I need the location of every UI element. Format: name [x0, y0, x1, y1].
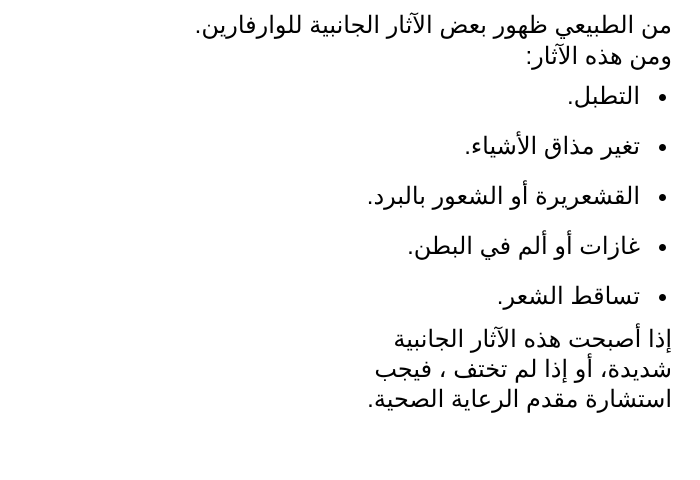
outro-line-3: استشارة مقدم الرعاية الصحية. — [367, 386, 672, 413]
intro-line-1: من الطبيعي ظهور بعض الآثار الجانبية للوارفارين. — [194, 12, 672, 39]
intro-line-2: ومن هذه الآثار: — [525, 43, 672, 70]
side-effect-text: تغير مذاق الأشياء. — [464, 133, 640, 160]
intro-paragraph — [20, 10, 672, 72]
side-effect-text: تساقط الشعر. — [496, 283, 640, 310]
bullet-icon — [659, 294, 666, 301]
side-effects-list — [20, 72, 672, 322]
side-effect-text: التطبل. — [567, 83, 640, 110]
list-item — [20, 272, 672, 322]
document-body — [20, 10, 672, 415]
bullet-icon — [659, 194, 666, 201]
list-item — [20, 122, 672, 172]
list-item — [20, 172, 672, 222]
list-item — [20, 72, 672, 122]
side-effect-text: غازات أو ألم في البطن. — [407, 233, 640, 260]
outro-paragraph — [20, 325, 672, 415]
outro-line-1: إذا أصبحت هذه الآثار الجانبية — [393, 326, 672, 353]
outro-line-2: شديدة، أو إذا لم تختف ، فيجب — [374, 356, 672, 383]
list-item — [20, 222, 672, 272]
bullet-icon — [659, 144, 666, 151]
bullet-icon — [659, 244, 666, 251]
side-effect-text: القشعريرة أو الشعور بالبرد. — [366, 183, 640, 210]
bullet-icon — [659, 94, 666, 101]
